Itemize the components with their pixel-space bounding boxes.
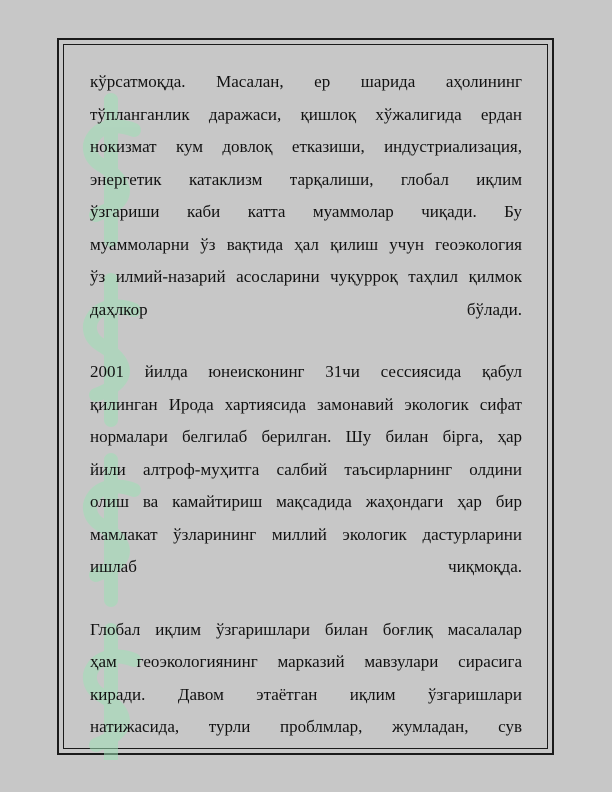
text-line: ҳам геоэкологиянинг марказий мавзулари сирасига <box>90 652 522 671</box>
paragraph-spacer <box>90 584 522 614</box>
text-line: қилинган Ирода хартиясида замонавий экологик сифат <box>90 394 522 414</box>
document-body <box>90 66 522 744</box>
text-line: мамлакат ўзларининг миллий экологик дастурларини <box>90 524 522 544</box>
text-line: йили алтроф-муҳитга салбий таъсирларнинг олдини <box>90 459 522 479</box>
text-line: ўз илмий-назарий асосларини чуқурроқ таҳлил қилмок <box>90 267 522 286</box>
paragraph-spacer <box>90 326 522 356</box>
text-line: кўрсатмоқда. Масалан, ер шарида аҳолининг <box>90 72 522 91</box>
text-line: энергетик катаклизм тарқалиши, глобал иқлим <box>90 169 522 189</box>
text-line: ишлаб чиқмоқда. <box>90 557 522 576</box>
paragraph <box>90 614 522 744</box>
paragraph <box>90 66 522 326</box>
text-line: Глобал иқлим ўзгаришлари билан боғлиқ масалалар <box>90 619 522 639</box>
text-line: даҳлкор бўлади. <box>90 299 522 319</box>
text-line: олиш ва камайтириш мақсадида жаҳондаги ҳар бир <box>90 492 522 511</box>
text-line: натижасида, турли проблмлар, жумладан, сув <box>90 717 522 736</box>
text-line: тўпланганлик даражаси, қишлоқ хўжалигида ердан <box>90 104 522 124</box>
text-line: ўзгариши каби катта муаммолар чиқади. Бу <box>90 202 522 221</box>
text-line: муаммоларни ўз вақтида ҳал қилиш учун геоэкология <box>90 234 522 254</box>
paragraph <box>90 356 522 584</box>
text-line: нормалари белгилаб берилган. Шу билан бірга, ҳар <box>90 427 522 446</box>
text-line: 2001 йилда юнеисконинг 31чи сессиясида қабул <box>90 362 522 381</box>
text-line: киради. Давом этаётган иқлим ўзгаришлари <box>90 684 522 704</box>
text-line: нокизмат кум довлоқ етказиши, индустриализация, <box>90 137 522 156</box>
